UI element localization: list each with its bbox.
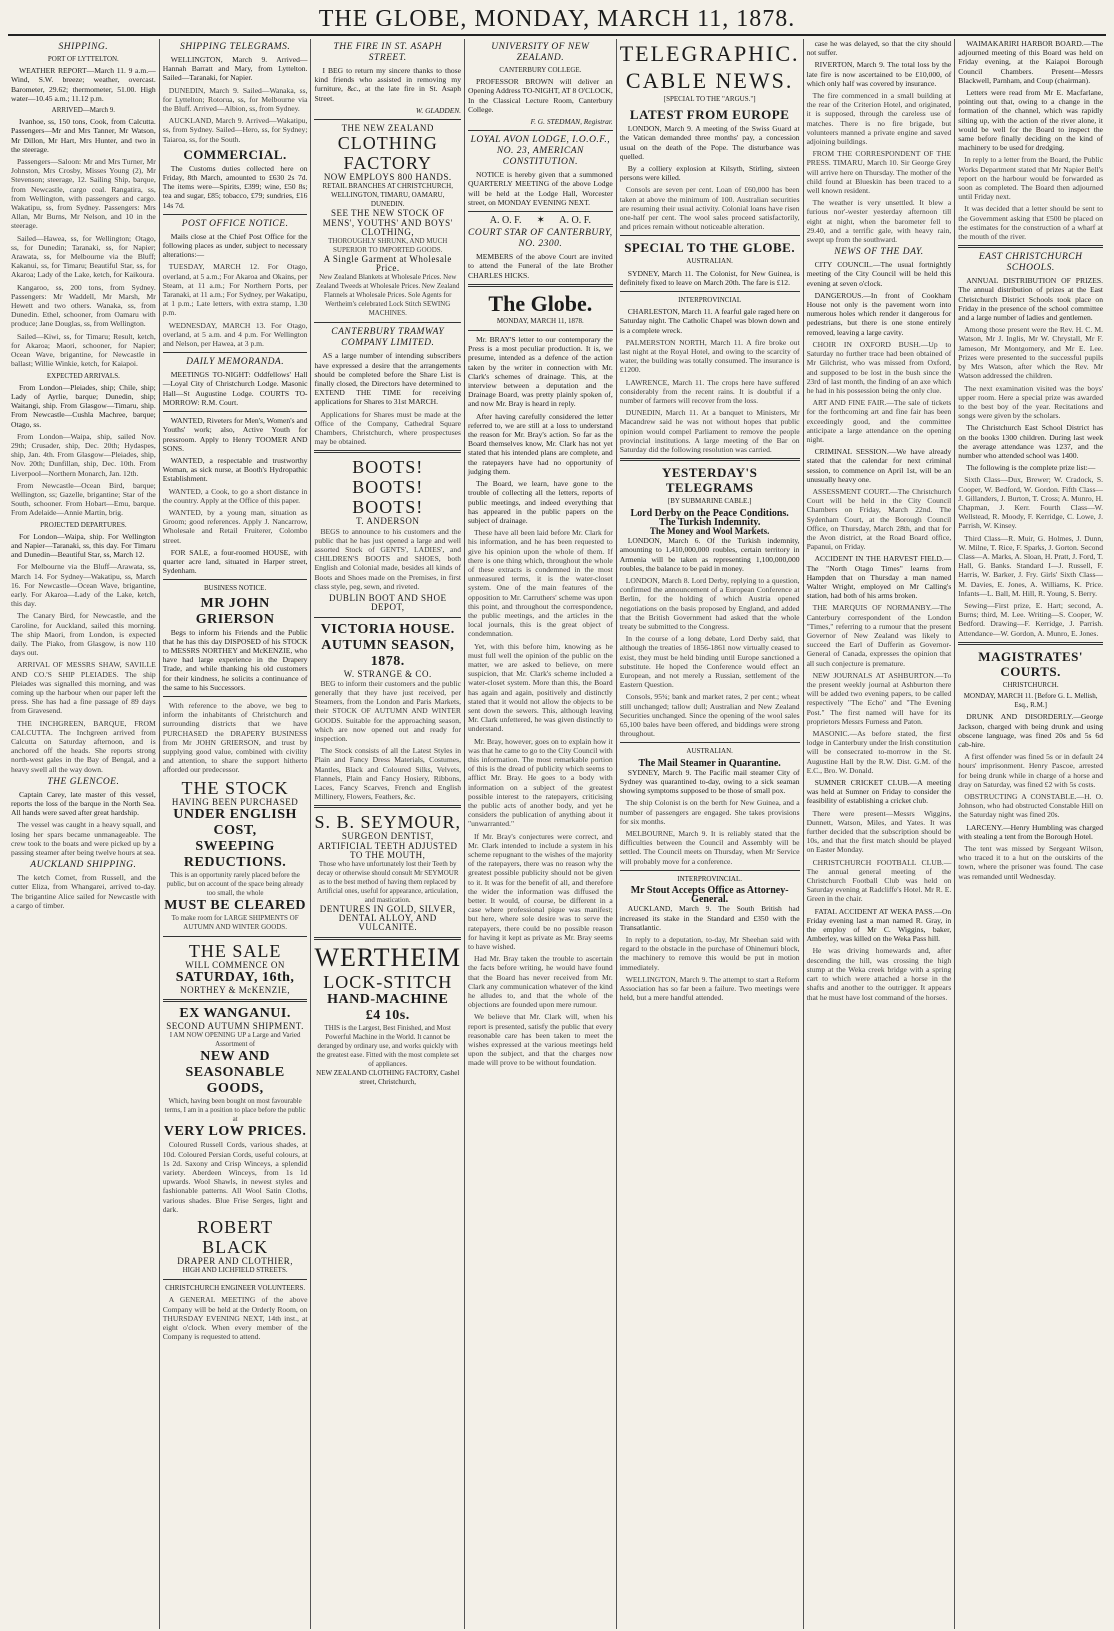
prize-list: Sixth Class—Dux, Brewer; W. Cradock, S. Cooper, W. Bedford, W. Gordon. Fifth Class—J. Gillanders, J. Burton, T. Cross; A. Munro, H. Chapman, J. Kerr. Fourth Class—W. Wellstead, R. Moody, F. Kerridge, C. Lowe, J. Parrish, W. Kinsey. Third Class—R. Muir, G. Holmes, J. Dunn, W. Milne, T. Rice, F. Sparks, J. Gorton. Second Class—A. Marks, A. Sloan, H. Pratt, J. Ford, T. Hall, G. Banks. Standard I—J. Russell, F. Harris, W. Barker, J. Fry. Girls' Sixth Class—M. Davies, E. Jones, A. Williams, K. Price. Infants—L. Ball, M. Hill, R. Young, S. Berry. Sewing—First prize, E. Hart; second, A. Burns; third, M. Lee. Writing—S. Cooper, W. Bedford. Drawing—F. Kerridge, J. Parrish. Attendance—W. Gordon, A. Munro, E. Jones. [958, 475, 1104, 638]
masthead-title: THE GLOBE, MONDAY, MARCH 11, 1878. [318, 5, 796, 32]
riverton-text: RIVERTON, March 9. The total loss by the late fire is now ascertained to be £10,000, of which only half was covered by insurance. [806, 60, 952, 88]
mail-steamer-heading: The Mail Steamer in Quarantine. [638, 757, 781, 769]
heading-glencoe: THE GLENCOE. [47, 776, 120, 787]
wertheim-title: WERTHEIM [314, 942, 461, 972]
nz-line-5: SEE THE NEW STOCK OF MENS', YOUTHS' AND BOYS' CLOTHING, [322, 208, 453, 237]
news-filler-2: ASSESSMENT COURT.—The Christchurch Court will be held in the City Council Chambers on Friday, March 22nd. The Sydenham Court, at the Borough Council Office, on Thursday, March 28th, and that for the Avon district, at the Road Board office, Papanui, on Friday. [806, 486, 952, 552]
boots-title: BOOTS! BOOTS! BOOTS! [352, 457, 424, 518]
wertheim-ad: WERTHEIM LOCK-STITCH HAND-MACHINE £4 10s. THIS is the Largest, Best Finished, and Most Powerful Machine in the World. It cannot be deranged by ordinary use, and works quickly with the greatest ease. Fitted with the most complete set of appliances. NEW ZEALAND CLOTHING FACTORY, Cashel street, Christchurch, [314, 942, 461, 1086]
column-4: UNIVERSITY OF NEW ZEALAND. CANTERBURY COLLEGE. PROFESSOR BROWN will deliver an Opening Address TO-NIGHT, AT 8 O'CLOCK, In the Classical Lecture Room, Canterbury College. F. G. STEDMAN, Registrar. LOYAL AVON LODGE, I.O.O.F., NO. 23, AMERICAN CONSTITUTION. NOTICE is hereby given that a summoned QUARTERLY MEETING of the above Lodge will be held at the Lodge Hall, Worcester street, on MONDAY EVENING NEXT. A. O. F. ✶ A. O. F. COURT STAR OF CANTERBURY, NO. 2300. MEMBERS of the above Court are invited to attend the Funeral of the late Brother CHARLES HICKS. The Globe. MONDAY, MARCH 11, 1878. Mr. BRAY'S letter to our contemporary the Press is a most peculiar production. It is, we presume, intended as a defence of the action taken by the writer in connection with Mr. Clark's schemes of drainage. This, at the interview between a deputation and the Drainage Board, was pretty plainly spoken of, and now Mr. Bray is heard in reply. After having carefully considered the letter referred to, we are still at a loss to understand the reason for Mr. Bray's action. So far as the Board themselves know, Mr. Clark has not yet stated that his intended plans are complete, and the ratepayers have had no opportunity of judging them. The Board, we learn, have gone to the trouble of collecting all the letters, reports of public meetings, and indeed everything that has appeared in the public papers on the subject of drainage. These have all been laid before Mr. Clark for his information, and he has been requested to give his opinion upon the whole of them. If there is one thing which, throughout the whole of these extracts is condemned in the most unmeasured terms, it is the water-closet system. One of the main features of the opposition to Mr. Carruthers' scheme was upon this point, and throughout the correspondence, the public meetings, and the articles in the local journals, this is the great object of condemnation. Yet, with this before him, knowing as he must full well the opinion of the public on the matter, we are asked to believe, on mere suspicion, that Mr. Clark's scheme included a water-closet system. More than this, the Board has again and again, positively and distinctly stated that it would not allow the objects to be sent down the sewers. This, although leaving Mr. Clark unfettered, he was given distinctly to understand. Mr. Bray, however, goes on to explain how it was that he came to go to the City Council with this information. The most remarkable portion of this is the dread of publicity which seems to afflict Mr. Bray. He goes to a body with information on a subject of the greatest possible interest to the ratepayers, criticising the public acts of another body, and yet he considers the publication of anything about it "unwarranted." If Mr. Bray's conjectures were correct, and Mr. Clark intended to include a system in his scheme repugnant to the wishes of the majority of the ratepayers, there was no reason why the greatest possible publicity should not be given to it. It was for the benefit of all, and therefore the wider the information was diffused the better. It would, of course, be different in a case where professional pique was manifest; but here, where sole desire was to serve the ratepayers, there could be no possible reason for having it kept as private as Mr. Bray seems to have wished. Had Mr. Bray taken the trouble to ascertain the facts before writing, he would have found that the Board has never received from Mr. Clark any communication whatever of the kind he alludes to, and that the whole of the objections are founded upon mere rumour. We believe that Mr. Clark will, when his report is presented, satisfy the public that every reasonable care has been taken to meet the wishes expressed at the various meetings held upon the subject, and that the charges now made will prove to be without foundation. [465, 39, 617, 1629]
nz-line-3: NOW EMPLOYS 800 HANDS. [323, 172, 452, 183]
engineer-volunteers: CHRISTCHURCH ENGINEER VOLUNTEERS. [165, 1284, 306, 1293]
city-council-text: CITY COUNCIL.—The usual fortnightly meeting of the City Council will be held this evening at seven o'clock. [806, 260, 952, 288]
stock-line-3: UNDER ENGLISH COST, [173, 806, 297, 838]
indemnity-text: LONDON, March 6. Of the Turkish indemnity, amounting to 1,410,000,000 roubles, certain territory in Armenia will be taken as representing 1,100,000,000 roubles, the balance to be paid in money. [619, 536, 800, 573]
heading-australian-2: AUSTRALIAN. [686, 747, 733, 756]
editorial-para-2: After having carefully considered the letter referred to, we are still at a loss to understand the reason for Mr. Bray's action. So far as the Board themselves know, Mr. Clark has not yet stated that his intended plans are complete, and the ratepayers have had no opportunity of judging them. [468, 411, 613, 476]
volunteers-filler: A GENERAL MEETING of the above Company will be held at the Orderly Room, on THURSDAY EVENING NEXT, 14th inst., at eight o'clock. When every member of the Company is requested to attend. [162, 1295, 308, 1342]
auckland-filler: The ketch Comet, from Russell, and the cutter Eliza, from Whangarei, arrived to-day. The brigantine Alice sailed for Newcastle with a cargo of timber. [11, 873, 156, 910]
daily-memoranda-text: MEETINGS TO-NIGHT: Oddfellows' Hall—Loyal City of Christchurch Lodge. Masonic Hall—St Augustine Lodge. COURTS TO-MORROW: R.M. Court. [162, 370, 308, 407]
boots-depot [314, 594, 461, 612]
victoria-house-ad [314, 622, 461, 679]
robert-black-ad [163, 1217, 308, 1275]
wanganui-sub: SECOND AUTUMN SHIPMENT. [166, 1021, 304, 1032]
wertheim-agents: NEW ZEALAND CLOTHING FACTORY, Cashel street, Christchurch, [316, 1068, 460, 1086]
wanganui-prices: VERY LOW PRICES. [163, 1124, 307, 1140]
heading-yesterdays-telegrams: YESTERDAY'S TELEGRAMS [661, 465, 758, 496]
sale-date: SATURDAY, 16th, [175, 970, 295, 985]
wertheim-line-2: LOCK-STITCH [323, 971, 453, 992]
heading-expected-arrivals: EXPECTED ARRIVALS. [46, 371, 120, 380]
heading-business-notice: BUSINESS NOTICE. [203, 584, 267, 593]
news-filler-4: There were present—Messrs Wiggins, Dunnett, Watson, Miles, and Yates. It was further decided that the subscription should be 10s, and that the first match should be played on Easter Monday. CHRISTCHURCH FOOTBALL CLUB.—The annual general meeting of the Christchurch Football Club was held on Saturday evening at Radcliffe's Hotel. Mr R. E. Green in the chair. [806, 808, 952, 904]
wanganui-filler: Coloured Russell Cords, various shades, at 10d. Coloured Persian Cords, useful colours, at 1s 2d. Saxony and Crisp Winceys, a splendid variety. Aberdeen Winceys, from 1s 1d upwards. Wool Shawls, in newest styles and fashionable patterns. All Wool Satin Cloths, various shades. Blue Frise Serges, light and dark. [162, 1140, 308, 1214]
robert-black-address: HIGH AND LICHFIELD STREETS. [182, 1266, 288, 1275]
seymour-line-3: ARTIFICIAL TEETH ADJUSTED TO THE MOUTH, [318, 840, 458, 860]
shipping-telegrams-text: WELLINGTON, March 9. Arrived—Hannah Barratt and Mary, from Lyttelton. Sailed—Taranaki, for Napier. [162, 55, 308, 83]
seymour-name: S. B. SEYMOUR, [314, 812, 461, 833]
heading-commercial: COMMERCIAL. [183, 146, 287, 162]
departures-text: For London—Waipa, ship. For Wellington and Napier—Taranaki, ss, this day. For Timaru and Dunedin—Beautiful Star, ss, March 12. [11, 531, 156, 560]
columns [8, 39, 1106, 1629]
telegrams-filler: DUNEDIN, March 9. Sailed—Wanaka, ss, for Lyttelton; Rotorua, ss, for Melbourne via the Bluff. Arrived—Albion, ss, from Sydney. AUCKLAND, March 9. Arrived—Wakatipu, ss, from Sydney. Sailed—Hero, ss, for Sydney; Taiaroa, ss, for the South. [162, 85, 308, 144]
column-6 [804, 39, 956, 1629]
heading-interprovincial-2: INTERPROVINCIAL. [677, 874, 743, 883]
indemnity-heading: The Turkish Indemnity. [658, 516, 761, 528]
sale-title: THE SALE [188, 940, 282, 961]
harbor-filler: In reply to a letter from the Board, the Public Works Department stated that Mr Napier Bell's report on the harbour would be forwarded as soon as completed. The Board then adjourned until Friday next. It was decided that a letter should be sent to the Government asking that £500 be placed on the estimates for the construction of a wharf at the mouth of the river. [958, 155, 1104, 242]
schools-filler: Among those present were the Rev. H. C. M. Watson, Mr J. Inglis, Mr W. Chrystall, Mr F. Jameson, Mr Montgomery, and Mr E. Lee. Prizes were presented to the successful pupils by Mrs Watson, after which the Rev. Mr Watson addressed the children. The next examination visited was the boys' upper room. Here a special prize was awarded to the best boy of the year. Recitations and songs were given by the scholars. [958, 325, 1104, 421]
shipping-filler: Passengers—Saloon: Mr and Mrs Turner, Mr Johnston, Mrs Crosby, Misses Young (2), Mr Stevenson; steerage, 12. Sailing Ship, barque, from Newcastle, cargo coal. Rangatira, ss, from Wellington, with passengers and cargo. Wakatipu, ss, from Sydney. Passengers: Mrs Allan, Mr Burns, Mr Nelson, and 10 in the steerage. Sailed—Hawea, ss, for Wellington; Otago, ss, for Dunedin; Taranaki, ss, for Napier; Arawata, ss, for Melbourne via the Bluff; Kakanui, ss, for Timaru; Beautiful Star, ss, for Akaroa; Lady of the Lake, ketch, for Kaikoura. Kangaroo, ss, 200 tons, from Sydney. Passengers: Mr Waddell, Mr Marsh, Mr Hewett and two others. Wanaka, ss, from Dunedin. Ethel, schooner, from Oamaru with produce; Jane Douglas, ss, from Wellington. Sailed—Kiwi, ss, for Timaru; Result, ketch, for Akaroa; Maori, schooner, for Napier; Ocean Wave, brigantine, for Newcastle in ballast; Willie Winkie, ketch, for Kaiapoi. [11, 157, 156, 369]
heading-latest-europe: LATEST FROM EUROPE [629, 107, 790, 123]
wanganui-ad: EX WANGANUI. SECOND AUTUMN SHIPMENT. I AM NOW OPENING UP a Large and Varied Assortment of NEW AND SEASONABLE GOODS, Which, having been bought on most favourable terms, I am in a position to place before the public at VERY LOW PRICES. [163, 1006, 307, 1140]
victoria-filler: BEG to inform their customers and the public generally that they have just received, per Steamers, from the London and Paris Markets, their STOCK OF AUTUMN AND WINTER GOODS. Suitable for the approaching season, which are now opened out and ready for inspection. The Stock consists of all the Latest Styles in Plain and Fancy Dress Materials, Costumes, Mantles, Black and Coloured Silks, Velvets, Flannels, Plain and Fancy Hosiery, Ribbons, Laces, Fancy Scarves, French and English Millinery, Flowers, Feathers, &c. [314, 678, 461, 802]
column-1 [8, 39, 160, 1629]
seymour-ad: S. B. SEYMOUR, SURGEON DENTIST, ARTIFICIAL TEETH ADJUSTED TO THE MOUTH, Those who have unfortunately lost their Teeth by decay or otherwise should consult Mr SEYMOUR as to the best method of having them replaced by Artificial ones, useful for appearance, articulation, and mastication. DENTURES IN GOLD, SILVER, DENTAL ALLOY, AND VULCANITE. [314, 812, 461, 933]
attendance-text: The Christchurch East School District has on the books 1300 children. During last week the average attendance was 1237, and the number who attended school was 1400. [958, 423, 1104, 460]
heading-cable-news: CABLE NEWS. [625, 68, 794, 93]
mail-filler: The ship Colonist is on the berth for New Guinea, and a number of passengers are engaged. She takes provisions for six months. MELBOURNE, March 9. It is reliably stated that the difficulties between the Council and Assembly will be settled. The Council meets on Thursday, when Mr Service will probably move for a conference. [619, 798, 800, 866]
court-filler: A first offender was fined 5s or in default 24 hours' imprisonment. Henry Pascoe, arrested for being drunk while in charge of a horse and dray on Saturday, was fined £2 with 5s costs. OBSTRUCTING A CONSTABLE.—H. O. Johnson, who had obstructed Constable Hill on the Saturday night was fined 20s. [958, 752, 1104, 820]
fire-thanks: I BEG to return my sincere thanks to those kind friends who assisted in removing my furniture, &c., at the late fire in St. Asaph Street. [314, 66, 461, 103]
prize-list-intro: The following is the complete prize list:— [966, 463, 1096, 473]
stout-filler: In reply to a deputation, to-day, Mr Sheehan said with regard to the obstacle in the purchase of Ohinemuri block, the machinery to remove this would be put in motion immediately. WELLINGTON, March 9. The attempt to start a Reform Association has so far been a failure. Two meetings were held, but a mere handful attended. [619, 935, 800, 1003]
heading-daily-memoranda: DAILY MEMORANDA. [186, 357, 285, 368]
colonist-text: SYDNEY, March 11. The Colonist, for New Guinea, is definitely fixed to leave on March 20th. The fare is £12. [619, 268, 800, 287]
post-office-text: Mails close at the Chief Post Office for the following places as under, subject to necessary alterations:— [162, 231, 308, 260]
heading-auckland-shipping: AUCKLAND SHIPPING. [30, 860, 137, 871]
vh-season: AUTUMN SEASON, 1878. [321, 637, 455, 669]
editorial-filler: These have all been laid before Mr. Clark for his information, and he has been requested to give his opinion upon the whole of them. If there is one thing which, throughout the whole of these extracts is condemned in the most unmeasured terms, it is the water-closet system. One of the main features of the opposition to Mr. Carruthers' scheme was upon this point, and throughout the correspondence, the public meetings, and the articles in the local journals, this is the great object of condemnation. Yet, with this before him, knowing as he must full well the opinion of the public on the matter, we are asked to believe, on mere suspicion, that Mr. Clark's scheme included a water-closet system. More than this, the Board has again and again, positively and distinctly stated that it would not allow the objects to be sent down the sewers. This, although leaving Mr. Clark unfettered, he was given distinctly to understand. Mr. Bray, however, goes on to explain how it was that he came to go to the City Council with this information. The most remarkable portion of this is the dread of publicity which seems to afflict Mr. Bray. He goes to a body with information on a subject of the greatest possible interest to the ratepayers, criticising the public acts of another body, and yet he considers the publication of anything about it "unwarranted." If Mr. Bray's conjectures were correct, and Mr. Clark intended to include a system in his scheme repugnant to the wishes of the majority of the ratepayers, there was no reason why the greatest possible publicity should not be given to it. It was for the benefit of all, and therefore the wider the information was diffused the better. It would, of course, be different in a case where professional pique was manifest; but here, where sole desire was to serve the ratepayers, there could be no possible reason for having it kept as private as Mr. Bray seems to have wished. Had Mr. Bray taken the trouble to ascertain the facts before writing, he would have found that the Board has never received from Mr. Clark any communication whatever of the kind he alludes to, and that the whole of the objections are founded upon mere rumour. We believe that Mr. Clark will, when his report is presented, satisfy the public that every reasonable care has been taken to meet the wishes expressed at the various meetings held upon the subject, and that the charges now made will prove to be without foundation. [468, 528, 613, 1068]
drunk-case: DRUNK AND DISORDERLY.—George Jackson, charged with being drunk and using obscene language, was fined 20s and 5s 6d cab-hire. [958, 712, 1104, 749]
stout-heading: Mr Stout Accepts Office as Attorney-General. [630, 885, 789, 906]
boots-depot-name: DUBLIN BOOT AND SHOE DEPOT, [328, 593, 447, 613]
sale-firm: NORTHEY & McKENZIE, [180, 985, 291, 995]
weather-report: WEATHER REPORT—March 11. 9 a.m.—Wind, S.W. breeze; weather, overcast. Barometer, 29.62; thermometer, 51.00. High water—10.45 a.m.; 11.12 p.m. [11, 66, 156, 103]
delay-text: case he was delayed, so that the city should not suffer. [806, 39, 952, 58]
vh-firm: W. STRANGE & CO. [343, 668, 432, 679]
charleston-text: CHARLESTON, March 11. A fearful gale raged here on Saturday night. The Catholic Chapel was blown down and is a complete wreck. [619, 307, 800, 335]
globe-title: The Globe. [488, 290, 593, 316]
commercial-text: The Customs duties collected here on Friday, 8th March, amounted to £630 2s 7d. The items were—Spirits, £399; wine, £50 8s; tea and sugar, £85; tobacco, £79; sundries, £16 14s 7d. [162, 163, 308, 210]
news-filler-5: He was driving homewards and, after descending the hill, was crossing the high stump at the Weka creek bridge with a spring cart to which were attached a horse in the shafts and another to the outrigger. It appears that he must have lost command of the horses. [806, 946, 952, 1002]
glencoe-filler: The vessel was caught in a heavy squall, and losing her spars became unmanageable. The crew took to the boats and were picked up by a passing steamer after being twelve hours at sea. [11, 820, 156, 858]
prizes-text: ANNUAL DISTRIBUTION OF PRIZES. The annual distribution of prizes at the East Christchurch District Schools took place on Friday in the presence of the school committee and a large number of ladies and gentlemen. [958, 276, 1104, 323]
expected-arrivals-text: From London—Pleiades, ship; Chile, ship; Lady of Ayrlie, barque; Dunedin, ship; Waitangi, ship. From Glasgow—Timaru, ship. From Newcastle—Cushla Machree, barque; Otago, ss. [11, 382, 156, 429]
clothing-factory-ad: THE NEW ZEALAND CLOTHING FACTORY NOW EMPLOYS 800 HANDS. RETAIL BRANCHES AT CHRISTCHURCH, WELLINGTON, TIMARU, OAMARU, DUNEDIN. SEE THE NEW STOCK OF MENS', YOUTHS' AND BOYS' CLOTHING, THOROUGHLY SHRUNK, AND MUCH SUPERIOR TO IMPORTED GOODS. A Single Garment at Wholesale Price. New Zealand Blankets at Wholesale Prices. New Zealand Tweeds at Wholesale Prices. New Zealand Flannels at Wholesale Prices. Sole Agents for Wertheim's celebrated Lock Stitch SEWING MACHINES. [316, 123, 460, 318]
stedman-signature: F. G. STEDMAN, Registrar. [530, 117, 613, 127]
grierson-ad [163, 596, 308, 628]
wanted-nurse: WANTED, a respectable and trustworthy Woman, as sick nurse, at Booth's Hydropathic Establishment. [162, 455, 308, 484]
stock-line-2: HAVING BEEN PURCHASED [171, 796, 299, 807]
sale-line-2: WILL COMMENCE ON [185, 959, 285, 970]
nz-line-6: A Single Garment at Wholesale Price. [323, 254, 452, 274]
seymour-line-4: DENTURES IN GOLD, SILVER, DENTAL ALLOY, AND VULCANITE. [319, 903, 456, 933]
submarine-cable: [BY SUBMARINE CABLE.] [667, 497, 752, 506]
arrivals-text: Ivanhoe, ss, 150 tons, Cook, from Calcutta. Passengers—Mr and Mrs Tanner, Mr Watson, Mr Dillon, Mr Hart, Mrs Hunter, and two in the steerage. [11, 117, 156, 154]
heading-christchurch-court: CHRISTCHURCH. [1002, 680, 1059, 689]
heading-court-star: COURT STAR OF CANTERBURY, NO. 2300. [468, 228, 613, 250]
dangerous-text: DANGEROUS.—In front of Cookham House not only is the pavement worn into numerous holes which render it dangerous for pedestrians, but there is one stone entirely removed, leaving a large cavity. [806, 290, 952, 337]
tramway-filler: Applications for Shares must be made at the Office of the Company, Cathedral Square Chambers, Christchurch, where prospectuses may be obtained. [314, 409, 461, 447]
heading-shipping: SHIPPING. [58, 42, 109, 52]
harbor-board-letters: Letters were read from Mr E. Macfarlane, pointing out that, owing to a change in the formation of the channel, which was rapidly silting up, with the action of the river alone, it would be well for the Board to inspect the same before finally deciding on the kind of machinery to be used for dredging. [958, 88, 1104, 153]
heading-university: UNIVERSITY OF NEW ZEALAND. [491, 42, 590, 63]
heading-departures: PROJECTED DEPARTURES. [40, 520, 127, 529]
robert-black-trade: DRAPER AND CLOTHIER, [177, 1256, 293, 1267]
nz-line-2: CLOTHING FACTORY [337, 133, 438, 174]
heading-post-office: POST OFFICE NOTICE. [181, 218, 289, 229]
news-filler-1: CHOIR IN OXFORD BUSH.—Up to Saturday no further trace had been obtained of Mr Gilchrist, who was missed from Oxford, and supposed to be lost in the bush since the 23rd of last month, the finding of an axe which he had in his possession being the only clue. ART AND FINE FAIR.—The sale of tickets for the forthcoming art and fine fair has been exceedingly good, and the committee anticipate a large attendance on the opening night. [806, 339, 952, 444]
wertheim-line-3: HAND-MACHINE [327, 991, 449, 1007]
nz-line-4: RETAIL BRANCHES AT CHRISTCHURCH, WELLINGTON, TIMARU, OAMARU, DUNEDIN. [322, 182, 453, 209]
wanted-filler: WANTED, a Cook, to go a short distance in the country. Apply at the Office of this paper. WANTED, by a young man, situation as Groom; good references. Apply J. Nancarrow, Wholesale and Retail Fruiterer, Colombo street. [162, 486, 308, 545]
heading-magistrates: MAGISTRATES' COURTS. [978, 648, 1084, 679]
robert-black-name: ROBERT BLACK [197, 1217, 274, 1258]
lecture-notice: PROFESSOR BROWN will deliver an Opening Address TO-NIGHT, AT 8 O'CLOCK, In the Classical Lecture Room, Canterbury College. [468, 77, 613, 114]
weka-pass-text: FATAL ACCIDENT AT WEKA PASS.—On Friday evening last a man named R. Gray, in the employ of Mr C. Wiggins, baker, Amberley, was killed on the Weka Pass hill. [806, 906, 952, 944]
interprovincial-filler: PALMERSTON NORTH, March 11. A fire broke out last night at the Royal Hotel, and owing to the scarcity of water, the building was totally consumed. The insurance is £1200. LAWRENCE, March 11. The crops here have suffered considerably from the recent rains. It is doubtful if a number of farmers will recover from the loss. DUNEDIN, March 11. At a banquet to Ministers, Mr Macandrew said he was not without hopes that public opinion would compel Parliament to remove the people provincial institutions. A large meeting of the Bar on Saturday did the following resolution was carried. [619, 337, 800, 455]
heading-news-of-day: NEWS OF THE DAY. [834, 247, 924, 258]
wanted-riveters: WANTED, Riveters for Men's, Women's and Youths' work; also, Active Youth for pressroom. Apply to Henry TOOMER AND SONS. [162, 416, 308, 453]
swiss-guard-text: LONDON, March 9. A meeting of the Swiss Guard at the Vatican demanded three months' pay, a concession usual on the death of the Pope. The disturbance was quelled. [619, 124, 800, 161]
larceny-filler: The tent was missed by Sergeant Wilson, who traced it to a hut on the outskirts of the town, where the prisoner was found. The case was remanded until Wednesday. [958, 844, 1104, 881]
gladden-signature: W. GLADDEN. [415, 105, 461, 115]
derby-filler: LONDON, March 8. Lord Derby, replying to a question, confirmed the announcement of a European Conference at Berlin, for the holding of which Austria opened negotiations on the basis proposed by England, and added that the British Government had asked that the whole treaty be submitted to the Congress. In the course of a long debate, Lord Derby said, that although the treaties of 1856-1861 now virtually ceased to exist, they must be held binding until Europe sanctioned a substitute. He hoped the Conference would effect an European, and not merely a Russian, settlement of the Eastern Question. Consols, 95¾; bank and market rates, 2 per cent.; wheat still unchanged; tallow dull; Australian and New Zealand Securities unchanged. Since the opening of the wool sales 65,100 bales have been offered, and biddings were strong throughout. [619, 575, 800, 739]
derby-heading: Lord Derby on the Peace Conditions. [630, 507, 789, 519]
editorial-para-1: Mr. BRAY'S letter to our contemporary the Press is a most peculiar production. It is, we presume, intended as a defence of the action taken by the writer in connection with Mr. Clark's schemes of drainage. This, at the interview between a deputation and the Drainage Board, was pretty plainly spoken of, and now Mr. Bray is heard in reply. [468, 335, 613, 409]
news-filler-3: THE MARQUIS OF NORMANBY.—The Canterbury correspondent of the London "Times," referring to a rumour that the present Governor of New Zealand was likely to succeed the Earl of Dufferin as Governor-General of Canada, expresses the opinion that all such conjecture is premature. NEW JOURNALS AT ASHBURTON.—To the present weekly journal at Ashburton there will be added two evening papers, to be called respectively "The Echo" and "The Evening Post." The first named will have for its proprietors Messrs Furness and Paton. MASONIC.—As before stated, the first lodge in Canterbury under the Irish constitution will be consecrated to-morrow in the St. Augustine Hall by the R.W. Dist. G.M. of the E.C., Bro. W. Donald. [806, 603, 952, 775]
seymour-trade: SURGEON DENTIST, [341, 831, 434, 842]
heading-arrived: ARRIVED—March 9. [51, 106, 116, 115]
tramway-text: AS a large number of intending subscribers have expressed a desire that the arrangements should be completed before the Share List is finally closed, the Directors have determined to EXTEND THE TIME for receiving applications for Shares to 31st MARCH. [314, 351, 461, 407]
expected-filler: From London—Waipa, ship, sailed Nov. 29th; Crusader, ship, Dec. 20th; Hydaspes, ship, Jan. 4th. From Glasgow—Pleiades, ship, Nov. 20th; Dunfillan, ship, Dec. 10th. From Liverpool—Northern Monarch, Jan. 12th. From Newcastle—Ocean Bird, barque; Wellington, ss; Gazelle, brigantine; Star of the South, schooner. From Hobart—Emu, barque. From Adelaide—Annie Martin, brig. [11, 431, 156, 518]
post-office-filler: TUESDAY, MARCH 12. For Otago, overland, at 5 a.m.; For Akaroa and Okains, per Steam, at 11 a.m.; For Northern Ports, per Taranaki, at 11 a.m.; For Sydney, per Wakatipu, at 1 p.m.; Late letters, with extra stamp, 1.30 p.m. WEDNESDAY, MARCH 13. For Otago, overland, at 5 a.m. and 4 p.m. For Wellington and Nelson, per Hawea, at 3 p.m. [162, 262, 308, 349]
stock-ad: THE STOCK HAVING BEEN PURCHASED UNDER ENGLISH COST, SWEEPING REDUCTIONS. This is an opportunity rarely placed before the public, but on account of the space being already too small, the whole MUST BE CLEARED To make room for LARGE SHIPMENTS OF AUTUMN AND WINTER GOODS. THE SALE WILL COMMENCE ON SATURDAY, 16th, NORTHEY & McKENZIE, [164, 777, 307, 995]
stout-text: AUCKLAND, March 9. The South British had increased its stake in the Standard and £350 with the Transatlantic. [619, 904, 800, 932]
heading-fire: THE FIRE IN ST. ASAPH STREET. [333, 42, 443, 63]
heading-shipping-telegrams: SHIPPING TELEGRAMS. [179, 42, 291, 52]
grierson-text: Begs to inform his Friends and the Public that he has this day DISPOSED of his STOCK to MESSRS NORTHEY and McKENZIE, who have had large experience in the Drapery Trade, and while thanking his old customers for their kindness, he solicits a continuance of the same to his Successors. [162, 627, 308, 692]
argus-special: [SPECIAL TO THE "ARGUS."] [663, 95, 756, 103]
glencoe-text: Captain Carey, late master of this vessel, reports the loss of the barque in the North Sea. All hands were saved after great hardship. [11, 789, 156, 818]
column-2 [160, 39, 312, 1629]
stock-title: THE STOCK [181, 777, 289, 798]
heading-college: CANTERBURY COLLEGE. [499, 66, 582, 74]
stock-line-4: SWEEPING REDUCTIONS. [183, 838, 287, 870]
riverton-filler: The fire commenced in a small building at the rear of the Criterion Hotel, and originated, it is supposed, through the careless use of matches. There is no fire brigade, but volunteers manned a private engine and saved adjoining buildings. FROM THE CORRESPONDENT OF THE PRESS. TIMARU, March 10. Sir George Grey will arrive here on Thursday. The mother of the child found at Blueskin has been traced to a well known resident. The weather is very unsettled. It blew a furious nor'-wester yesterday afternoon till eight at night, when the barometer fell to 29.40, and a terrific gale, with heavy rain, swept up from the southward. [806, 91, 952, 245]
heading-special-globe: SPECIAL TO THE GLOBE. [624, 240, 796, 256]
heading-interprovincial-1: INTERPROVINCIAL [678, 296, 742, 305]
court-star-text: MEMBERS of the above Court are invited to attend the Funeral of the late Brother CHARLES HICKS. [468, 252, 613, 280]
harvest-accident-text: ACCIDENT IN THE HARVEST FIELD.—The "North Otago Times" learns from Hampden that on Thursday a man named Walter Wright, employed on Mr Calling's station, had both of his arms broken. [806, 554, 952, 601]
avon-lodge-text: NOTICE is hereby given that a summoned QUARTERLY MEETING of the above Lodge will be held at the Lodge Hall, Worcester street, on MONDAY EVENING NEXT. [468, 170, 613, 207]
criminal-session-text: CRIMINAL SESSION.—We have already stated that the calendar for next criminal session, to commence on April 1st, will be an unusually heavy one. [806, 447, 952, 484]
wanganui-title: EX WANGANUI. [179, 1006, 291, 1022]
markets-heading: The Money and Wool Markets. [649, 525, 770, 536]
stock-intro-filler: With reference to the above, we beg to inform the inhabitants of Christchurch and surrounding districts that we have PURCHASED the DRAPERY BUSINESS from Mr JOHN GRIERSON, and trust by supplying good value, combined with civility and attention, to share the support hitherto afforded our predecessor. [162, 700, 308, 775]
boots-filler: BEGS to announce to his customers and the public that he has just opened a large and well assorted Stock of GENTS', LADIES', and CHILDREN'S BOOTS and SHOES, both English and Colonial made, besides all kinds of Boots and Shoes made on the Premises, in first class style, peg, sewn, and riveted. [314, 526, 461, 591]
heading-avon-lodge: LOYAL AVON LODGE, I.O.O.F., NO. 23, AMERICAN CONSTITUTION. [470, 135, 611, 168]
masthead [8, 4, 1106, 36]
heading-east-schools: EAST CHRISTCHURCH SCHOOLS. [978, 252, 1083, 274]
must-be-cleared: MUST BE CLEARED [164, 897, 307, 913]
nz-line-1: THE NEW ZEALAND [341, 123, 434, 134]
boots-name: T. ANDERSON [356, 516, 420, 527]
vh-title: VICTORIA HOUSE. [320, 621, 455, 637]
heading-port: PORT OF LYTTELTON. [47, 55, 119, 63]
mail-steamer-text: SYDNEY, March 9. The Pacific mail steamer City of Sydney was quarantined to-day, owing to a sick seaman showing symptoms supposed to be those of small pox. [619, 767, 800, 796]
grierson-name: MR JOHN GRIERSON [195, 595, 275, 627]
heading-australian-1: AUSTRALIAN. [686, 257, 733, 266]
column-5 [617, 39, 804, 1629]
wanganui-goods: NEW AND SEASONABLE GOODS, [185, 1049, 285, 1097]
harbor-board-text: WAIMAKARIRI HARBOR BOARD.—The adjourned meeting of this Board was held on Friday evening, at the Kaiapoi Borough Council Chambers. Present—Messrs Blackwell, Parnham, and Coup (chairman). [958, 39, 1104, 85]
for-sale-house: FOR SALE, a four-roomed HOUSE, with quarter acre land, situated in Harper street, Sydenham. [162, 547, 308, 576]
departures-filler: For Melbourne via the Bluff—Arawata, ss, March 14. For Sydney—Wakatipu, ss, March 16. For Newcastle—Ocean Wave, brigantine, early. For Akaroa—Lady of the Lake, ketch, this day. The Canary Bird, for Newcastle, and the Caroline, for Auckland, sailed this morning. The ship Maori, from London, is expected daily. The Piako, from Glasgow, is now 110 days out. ARRIVAL OF MESSRS SHAW, SAVILLE AND CO.'S SHIP PLEIADES. The ship Pleiades was signalled this morning, and was coming up the harbour when our paper left the press. She has had a fine passage of 89 days from Gravesend. THE INCHGREEN, BARQUE, FROM CALCUTTA. The Inchgreen arrived from Calcutta on Saturday afternoon, and is anchored off the heads. She reports strong north-west gales in the Bay of Bengal, and a heavy swell all the way down. [11, 562, 156, 774]
wertheim-price: £4 10s. [365, 1007, 410, 1023]
cable-filler: Consols are seven per cent. Loan of £60,000 has been taken at above the minimum of 100. Australian securities are resuming their usual activity. Colonial loans have risen one-half per cent. The wool sales proceed satisfactorily, and prices remain without noticeable alteration. [619, 185, 800, 232]
editorial-para-3: The Board, we learn, have gone to the trouble of collecting all the letters, reports of public meetings, and indeed everything that has appeared in the public papers on the subject of drainage. [468, 479, 613, 525]
heading-tramway: CANTERBURY TRAMWAY COMPANY LIMITED. [331, 327, 445, 349]
globe-date: MONDAY, MARCH 11, 1878. [496, 316, 584, 325]
heading-telegraphic: TELEGRAPHIC. [619, 41, 800, 66]
court-date: MONDAY, MARCH 11. [Before G. L. Mellish, Esq., R.M.] [963, 691, 1098, 710]
column-3 [311, 39, 465, 1629]
sumner-cricket-text: SUMNER CRICKET CLUB.—A meeting was held at Sumner on Friday to consider the feasibility of establishing a cricket club. [806, 778, 952, 806]
larceny-case: LARCENY.—Henry Humbling was charged with stealing a tent from the Borough Hotel. [958, 822, 1104, 841]
column-7 [955, 39, 1106, 1629]
boots-ad [314, 457, 461, 526]
kilsyth-text: By a colliery explosion at Kilsyth, Stirling, sixteen persons were killed. [619, 164, 800, 183]
